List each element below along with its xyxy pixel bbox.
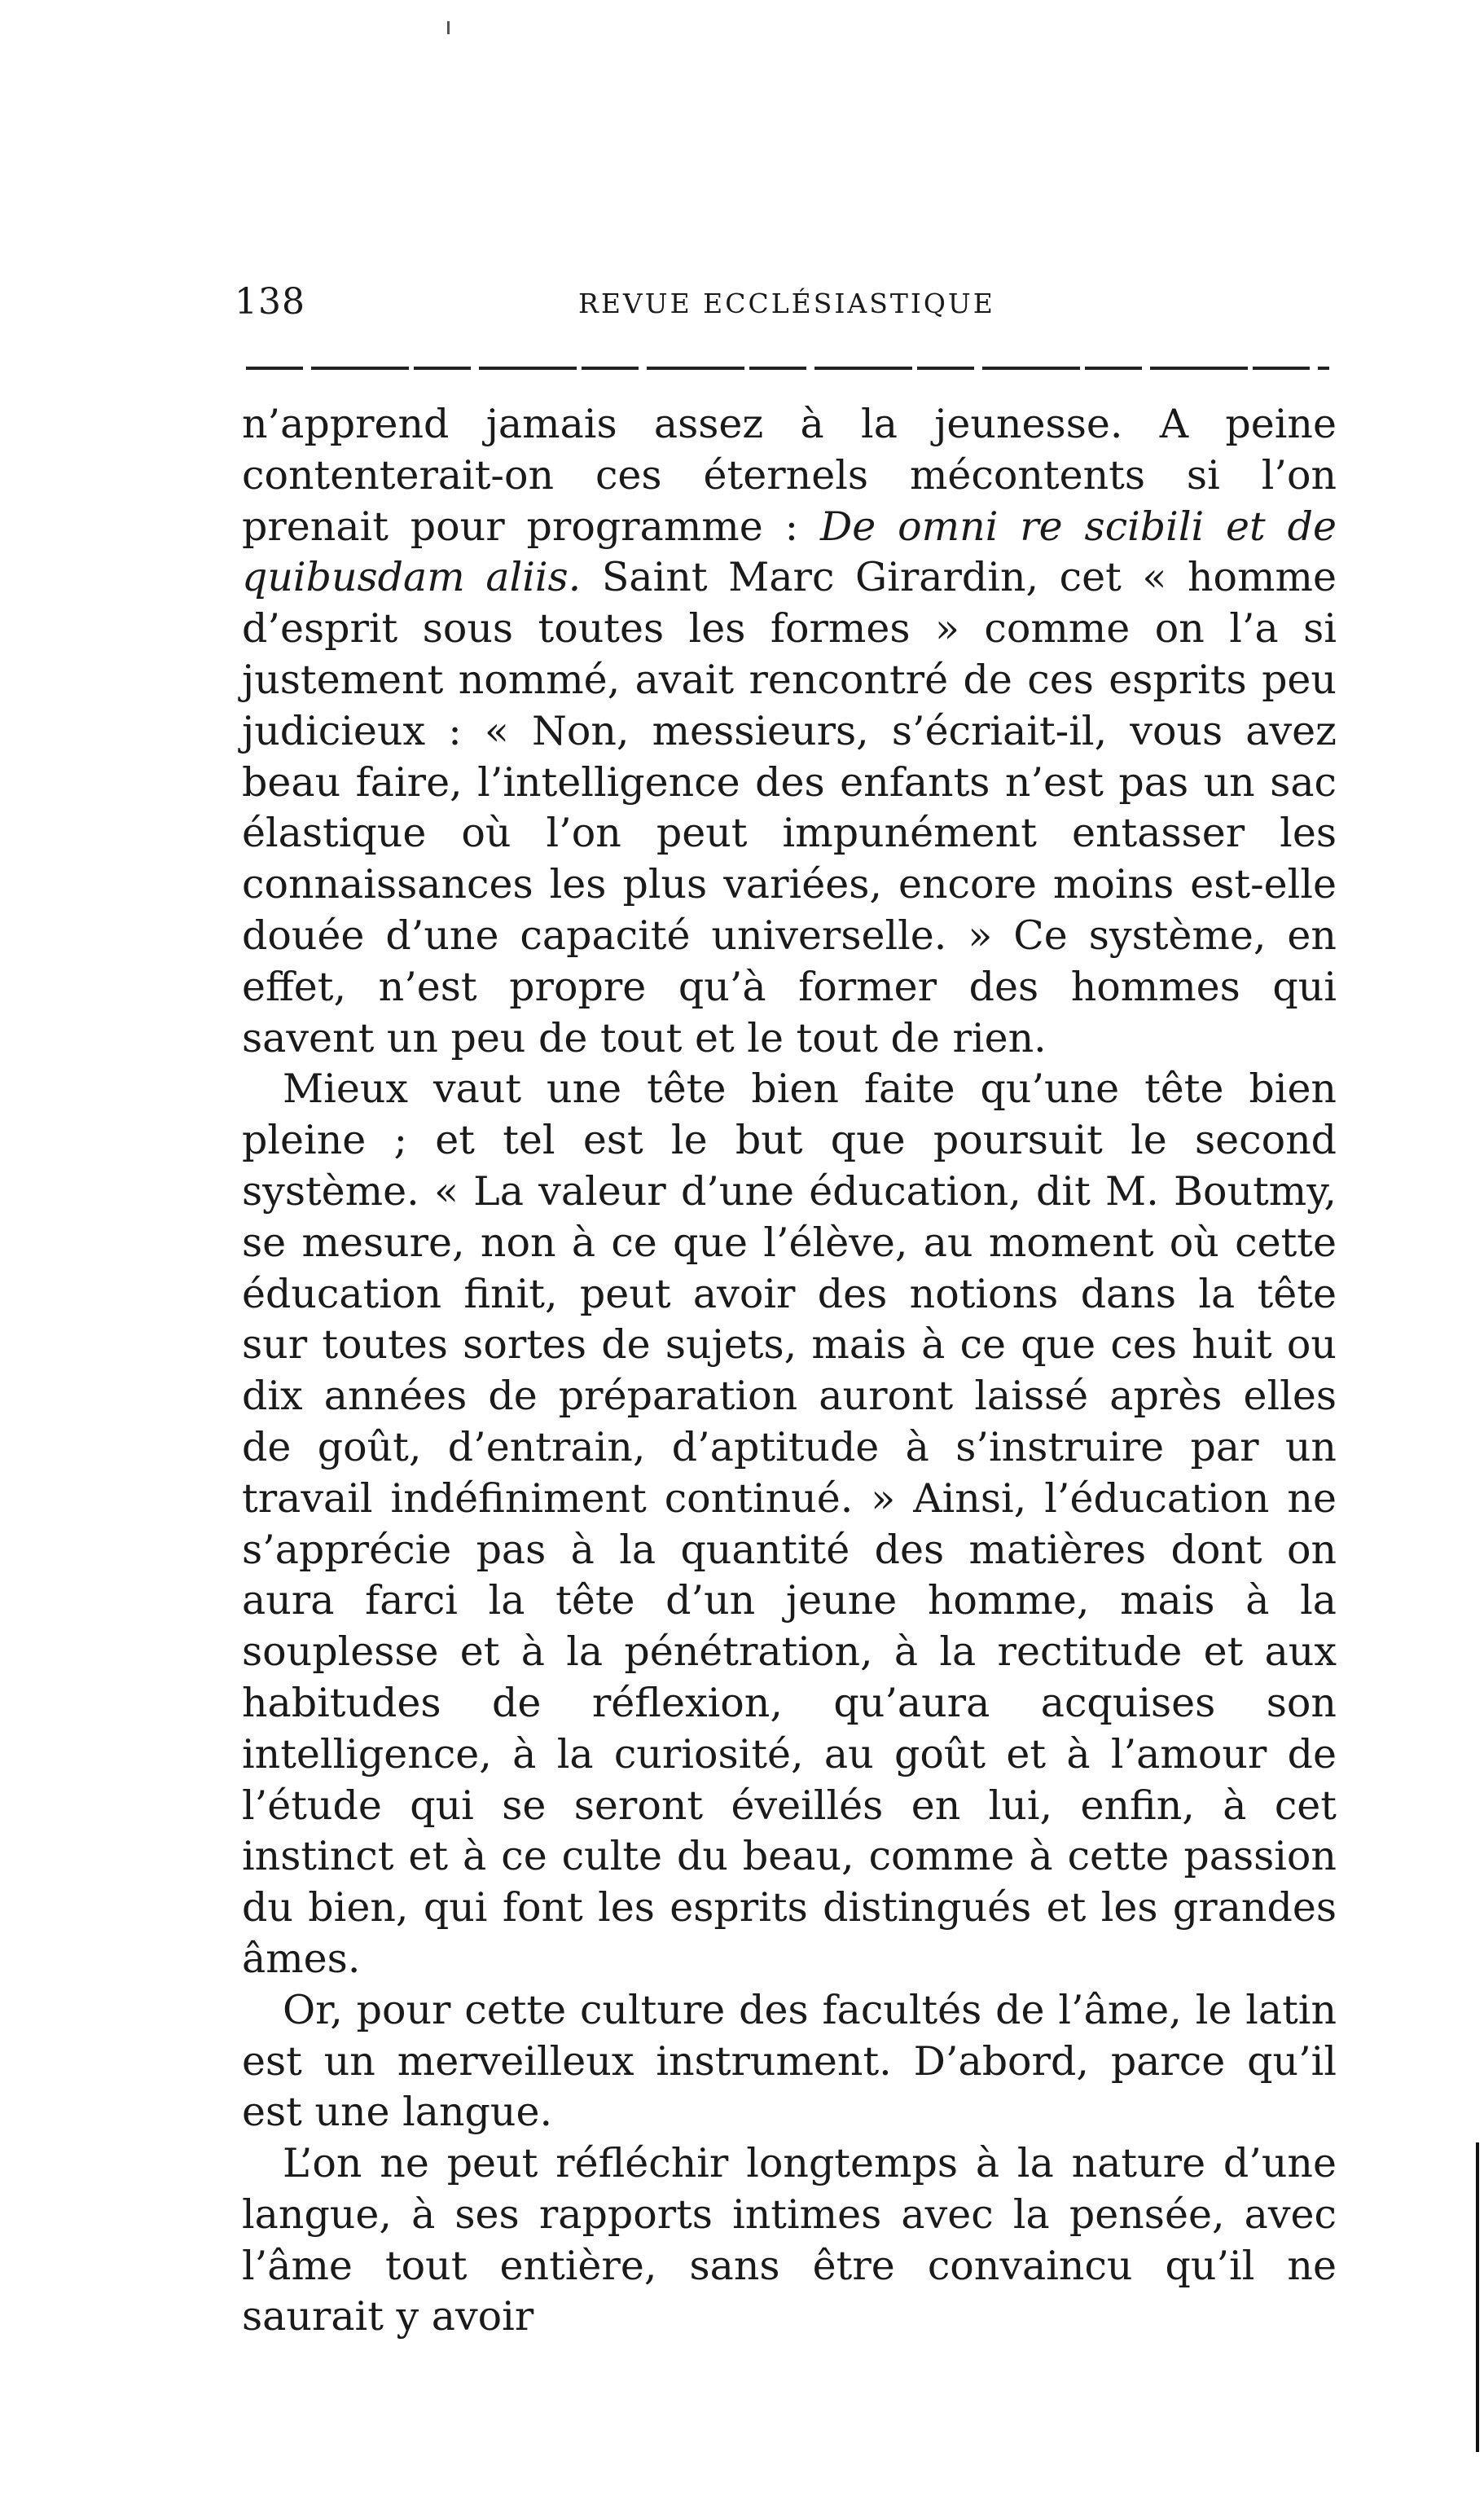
body-text — [242, 399, 1337, 2343]
scan-mark — [447, 21, 450, 34]
page-header — [235, 281, 1333, 330]
header-rule — [246, 367, 1329, 370]
paragraph-3: Or, pour cette culture des facultés de l’âme, le latin est un merveilleux instrument. D’abord, parce qu’il est une langue. — [242, 1986, 1337, 2136]
running-head: REVUE ECCLÉSIASTIQUE — [578, 288, 995, 319]
page-number: 138 — [235, 281, 305, 323]
paragraph-4: L’on ne peut réfléchir longtemps à la nature d’une langue, à ses rapports intimes avec la pensée, avec l’âme tout entière, sans être convaincu qu’il ne saurait y avoir — [242, 2140, 1337, 2340]
paragraph-2: Mieux vaut une tête bien faite qu’une tête bien pleine ; et tel est le but que poursuit le second système. « La valeur d’une éducation, dit M. Boutmy, se mesure, non à ce que l’élève, au moment où cette éducation finit, peut avoir des notions dans la tête sur toutes sortes de sujets, mais à ce que ces huit ou dix années de préparation auront laissé après elles de goût, d’entrain, d’aptitude à s’instruire par un travail indéfiniment continué. » Ainsi, l’éducation ne s’apprécie pas à la quantité des matières dont on aura farci la tête d’un jeune homme, mais à la souplesse et à la pénétration, à la rectitude et aux habitudes de réflexion, qu’aura acquises son intelligence, à la curiosité, au goût et à l’amour de l’étude qui se seront éveillés en lui, enfin, à cet instinct et à ce culte du beau, comme à cette passion du bien, qui font les esprits distingués et les grandes âmes. — [242, 1066, 1337, 1982]
scan-edge-bar — [1476, 2142, 1479, 2452]
paragraph-1-text-before: n’apprend jamais assez à la jeunesse. A peine contenterait-on ces éternels mécontents si l’on prenait pour programme : — [242, 401, 1337, 550]
paragraph-1-text-after: Saint Marc Girardin, cet « homme d’esprit sous toutes les formes » comme on l’a si justement nommé, avait rencontré de ces esprits peu judicieux : « Non, messieurs, s’écriait-il, vous avez beau faire, l’intelligence des enfants n’est pas un sac élastique où l’on peut impunément entasser les connaissances les plus variées, encore moins est-elle douée d’une capacité universelle. » Ce système, en effet, n’est propre qu’à former des hommes qui savent un peu de tout et le tout de rien. — [242, 554, 1337, 1061]
paragraph-1 — [242, 399, 1337, 1064]
latin-quote: De omni re scibili et de quibusdam aliis. — [242, 503, 1337, 601]
